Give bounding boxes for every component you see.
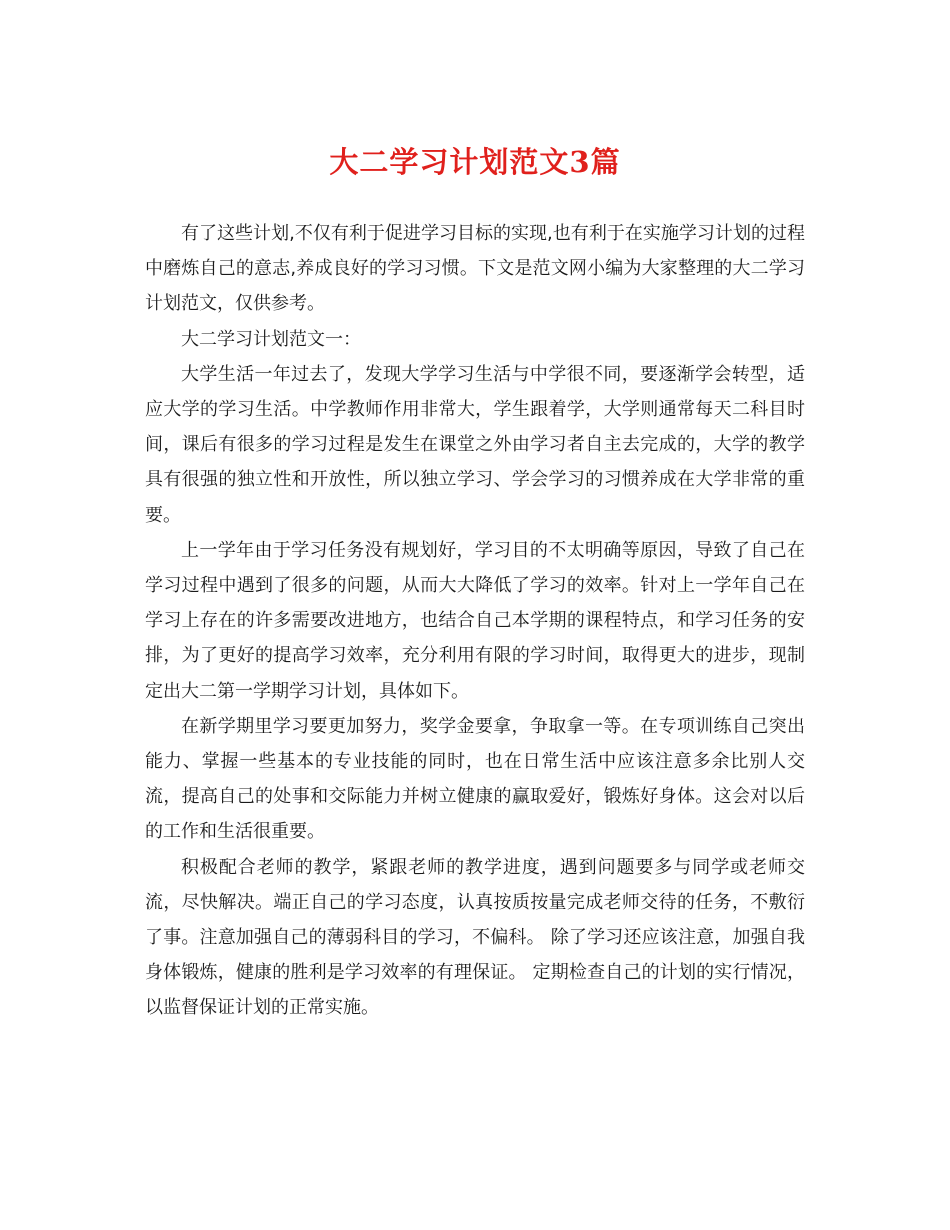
paragraph-college-life: 大学生活一年过去了，发现大学学习生活与中学很不同，要逐渐学会转型，适应大学的学习生活。中学教师作用非常大，学生跟着学，大学则通常每天二科目时间，课后有很多的学习过程是发生在课堂之外由学习者自主去完成的，大学的教学具有很强的独立性和开放性，所以独立学习、学会学习的习惯养成在大学非常的重要。 (145, 363, 805, 526)
paragraph-cooperate-teacher: 积极配合老师的教学，紧跟老师的教学进度，遇到问题要多与同学或老师交流，尽快解决。端正自己的学习态度，认真按质按量完成老师交待的任务，不敷衍了事。注意加强自己的薄弱科目的学习，不偏科。 除了学习还应该注意，加强自我身体锻炼，健康的胜利是学习效率的有理保证。 定期检查自己的计划的实行情况，以监督保证计划的正常实施。 (145, 856, 805, 1019)
paragraph-section-heading: 大二学习计划范文一： (181, 328, 361, 350)
paragraph-intro: 有了这些计划,不仅有利于促进学习目标的实现,也有利于在实施学习计划的过程中磨炼自己的意志,养成良好的学习习惯。下文是范文网小编为大家整理的大二学习计划范文，仅供参考。 (145, 223, 805, 315)
document-title: 大二学习计划范文3篇 (329, 145, 621, 179)
paragraph-new-semester: 在新学期里学习要更加努力，奖学金要拿，争取拿一等。在专项训练自己突出能力、掌握一些基本的专业技能的同时，也在日常生活中应该注意多余比别人交流，提高自己的处事和交际能力并树立健康的赢取爱好，锻炼好身体。这会对以后的工作和生活很重要。 (145, 715, 805, 843)
document-body (145, 216, 805, 1026)
paragraph-last-year: 上一学年由于学习任务没有规划好，学习目的不太明确等原因，导致了自己在学习过程中遇到了很多的问题，从而大大降低了学习的效率。针对上一学年自己在学习上存在的许多需要改进地方，也结合自己本学期的课程特点，和学习任务的安排，为了更好的提高学习效率，充分利用有限的学习时间，取得更大的进步，现制定出大二第一学期学习计划，具体如下。 (145, 539, 805, 702)
